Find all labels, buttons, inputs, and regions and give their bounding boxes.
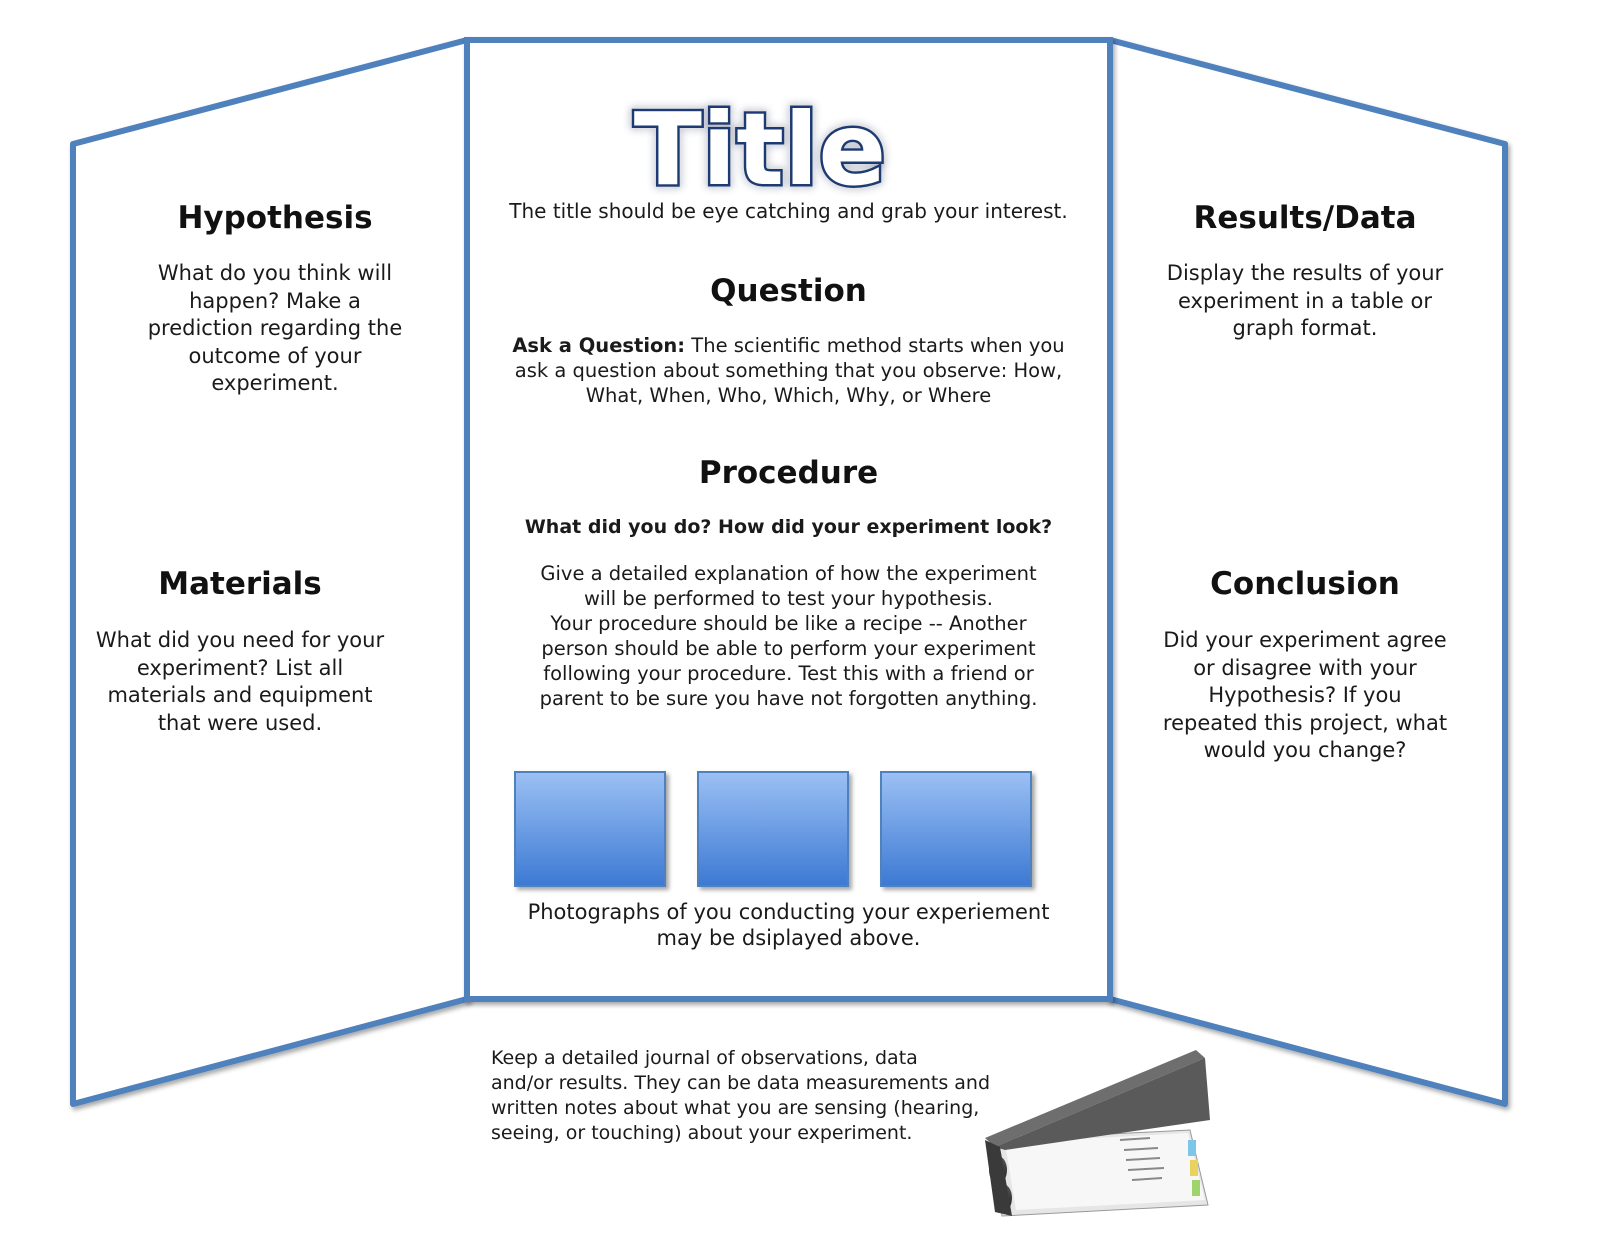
procedure-line: person should be able to perform your experiment [541,637,1036,660]
hypothesis-line: What do you think will [157,261,393,285]
title-subtitle: The title should be eye catching and grab your interest. [509,199,1068,223]
procedure-line: Give a detailed explanation of how the experiment [540,562,1037,585]
procedure-line: Your procedure should be like a recipe -- Another [550,612,1027,635]
journal-line: seeing, or touching) about your experiment. [491,1122,913,1144]
results-heading: Results/Data [1193,200,1417,236]
question-line: ask a question about something that you observe: How, [514,359,1063,382]
results-line: experiment in a table or [1178,288,1432,313]
title-wordart [560,86,960,206]
hypothesis-heading: Hypothesis [177,200,373,236]
materials-line: materials and equipment [107,683,373,707]
conclusion-line: Hypothesis? If you [1208,683,1402,707]
question-text [470,333,1107,408]
photo-placeholder [697,771,849,887]
question-line: The scientific method starts when you [685,334,1065,357]
procedure-line: will be performed to test your hypothesis. [583,587,993,610]
materials-text [80,627,400,737]
results-line: Display the results of your [1166,261,1444,285]
question-lead: Ask a Question: [512,334,686,357]
procedure-subheading: What did you do? How did your experiment look? [524,516,1053,538]
procedure-heading: Procedure [698,455,879,491]
conclusion-line: would you change? [1203,738,1407,762]
results-line: graph format. [1232,316,1378,340]
materials-heading: Materials [158,566,322,602]
hypothesis-text [110,260,440,398]
conclusion-line: Did your experiment agree [1163,628,1447,652]
conclusion-line: or disagree with your [1193,655,1417,680]
procedure-text [470,561,1107,711]
materials-line: experiment? List all [136,655,344,680]
journal-text [491,1046,1051,1146]
materials-line: that were used. [157,710,323,735]
question-line: What, When, Who, Which, Why, or Where [585,384,992,407]
hypothesis-line: experiment. [211,371,339,395]
procedure-line: parent to be sure you have not forgotten anything. [539,687,1038,710]
conclusion-text [1140,627,1470,765]
procedure-line: following your procedure. Test this with a friend or [543,662,1034,685]
question-heading: Question [710,273,867,309]
title-text: Title [633,91,887,206]
journal-line: Keep a detailed journal of observations, data [491,1047,918,1069]
hypothesis-line: outcome of your [188,343,362,368]
journal-line: written notes about what you are sensing (hearing, [491,1097,980,1119]
results-text [1140,260,1470,343]
journal-line: and/or results. They can be data measurements and [491,1072,991,1094]
photo-placeholder [880,771,1032,887]
hypothesis-line: prediction regarding the [147,316,403,340]
photos-caption-line: Photographs of you conducting your experiement [527,900,1050,924]
photos-caption-line: may be dsiplayed above. [656,926,921,950]
conclusion-heading: Conclusion [1210,566,1400,602]
photo-placeholder [514,771,666,887]
hypothesis-line: happen? Make a [189,288,361,313]
conclusion-line: repeated this project, what [1162,710,1448,735]
photos-caption [470,899,1107,951]
materials-line: What did you need for your [95,628,385,652]
